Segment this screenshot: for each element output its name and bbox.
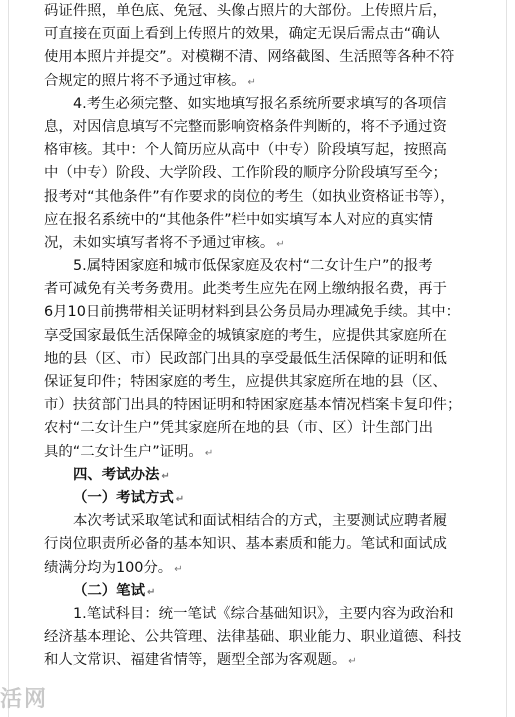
text-line	[44, 0, 491, 23]
line-text: 地的县（区、市）民政部门出具的享受最低生活保障的证明和低	[44, 350, 447, 367]
line-text: 和人文常识、福建省情等，题型全部为客观题。	[44, 652, 347, 669]
line-text: 应在报名系统中的“其他条件”栏中如实填写本人对应的真实情	[44, 211, 434, 228]
line-text: 4.考生必须完整、如实地填写报名系统所要求填写的各项信	[73, 95, 447, 112]
line-text: 码证件照，单色底、免冠、头像占照片的大部份。上传照片后，	[44, 3, 447, 19]
paragraph-mark-icon: ↵	[161, 470, 170, 482]
text-line	[44, 70, 491, 93]
text-line	[44, 23, 491, 46]
text-line	[44, 626, 491, 649]
line-text: 息，对因信息填写不完整而影响资格条件判断的，将不予通过资	[44, 118, 447, 135]
text-line	[44, 533, 491, 556]
text-line	[44, 348, 491, 371]
text-line	[44, 301, 491, 324]
text-line	[44, 116, 491, 139]
text-line	[44, 93, 491, 116]
text-line	[44, 603, 491, 626]
line-text: 格审核。其中：个人简历应从高中（中专）阶段填写起，按照高	[44, 142, 447, 159]
line-text: 享受国家最低生活保障金的城镇家庭的考生，应提供其家庭所在	[44, 327, 447, 344]
text-line	[44, 232, 491, 255]
text-line	[44, 371, 491, 394]
line-text: 中（中专）阶段、大学阶段、工作阶段的顺序分阶段填写至今；	[44, 165, 447, 182]
line-text: 1.笔试科目：统一笔试《综合基础知识》，主要内容为政治和	[73, 605, 454, 622]
line-text: 6月10日前携带相关证明材料到县公务员局办理减免手续。其中：	[44, 304, 461, 321]
line-text: 合规定的照片将不予通过审核。	[44, 72, 246, 89]
line-text: 具的“二女计生户”证明。	[44, 443, 203, 460]
paragraph-mark-icon: ↵	[175, 493, 185, 505]
text-line	[44, 649, 491, 672]
paragraph-mark-icon: ↵	[276, 238, 285, 250]
line-text: 况，未如实填写者将不予通过审核。	[44, 234, 275, 251]
line-text: （二）笔试	[73, 582, 145, 599]
text-line	[44, 394, 491, 417]
text-line	[44, 325, 491, 348]
line-text: 经济基本理论、公共管理、法律基础、职业能力、职业道德、科技	[44, 629, 462, 646]
line-text: 使用本照片并提交”。对模糊不清、网络截图、生活照等各种不符	[44, 49, 455, 66]
line-text: 市）扶贫部门出具的特困证明和特困家庭基本情况档案卡复印件；	[44, 397, 462, 414]
section-heading	[44, 580, 491, 603]
section-heading	[44, 464, 491, 487]
line-text: 5.属特困家庭和城市低保家庭及农村“二女计生户”的报考	[73, 258, 433, 275]
text-line	[44, 417, 491, 440]
line-text: 本次考试采取笔试和面试相结合的方式，主要测试应聘者履	[73, 513, 448, 530]
line-text: 农村“二女计生户”凭其家庭所在地的县（市、区）计生部门出	[44, 420, 434, 437]
line-text: 绩满分均为100分。	[44, 559, 173, 576]
line-text: （一）考试方式	[73, 489, 174, 506]
line-text: 报考对“其他条件”有作要求的岗位的考生（如执业资格证书等），	[44, 188, 455, 205]
text-line	[44, 162, 491, 185]
line-text: 四、考试办法	[73, 466, 160, 483]
line-text: 可直接在页面上看到上传照片的效果，确定无误后需点击“确认	[44, 26, 441, 43]
paragraph-mark-icon: ↵	[247, 76, 256, 88]
line-text: 行岗位职责所必备的基本知识、基本素质和能力。笔试和面试成	[44, 536, 447, 553]
section-heading	[44, 487, 491, 510]
text-line	[44, 510, 491, 533]
line-text: 保证复印件；特困家庭的考生，应提供其家庭所在地的县（区、	[44, 374, 447, 390]
paragraph-mark-icon: ↵	[204, 447, 214, 459]
text-line	[44, 46, 491, 69]
watermark: 活网	[0, 687, 49, 712]
text-line	[44, 441, 491, 464]
text-line	[44, 557, 491, 580]
line-text: 者可减免有关考务费用。此类考生应先在网上缴纳报名费，再于	[44, 281, 447, 298]
text-line	[44, 255, 491, 278]
text-line	[44, 209, 491, 232]
paragraph-mark-icon: ↵	[146, 586, 156, 598]
paragraph-mark-icon: ↵	[348, 656, 357, 668]
text-line	[44, 278, 491, 301]
paragraph-mark-icon: ↵	[174, 563, 183, 575]
text-line	[44, 139, 491, 162]
text-line	[44, 186, 491, 209]
